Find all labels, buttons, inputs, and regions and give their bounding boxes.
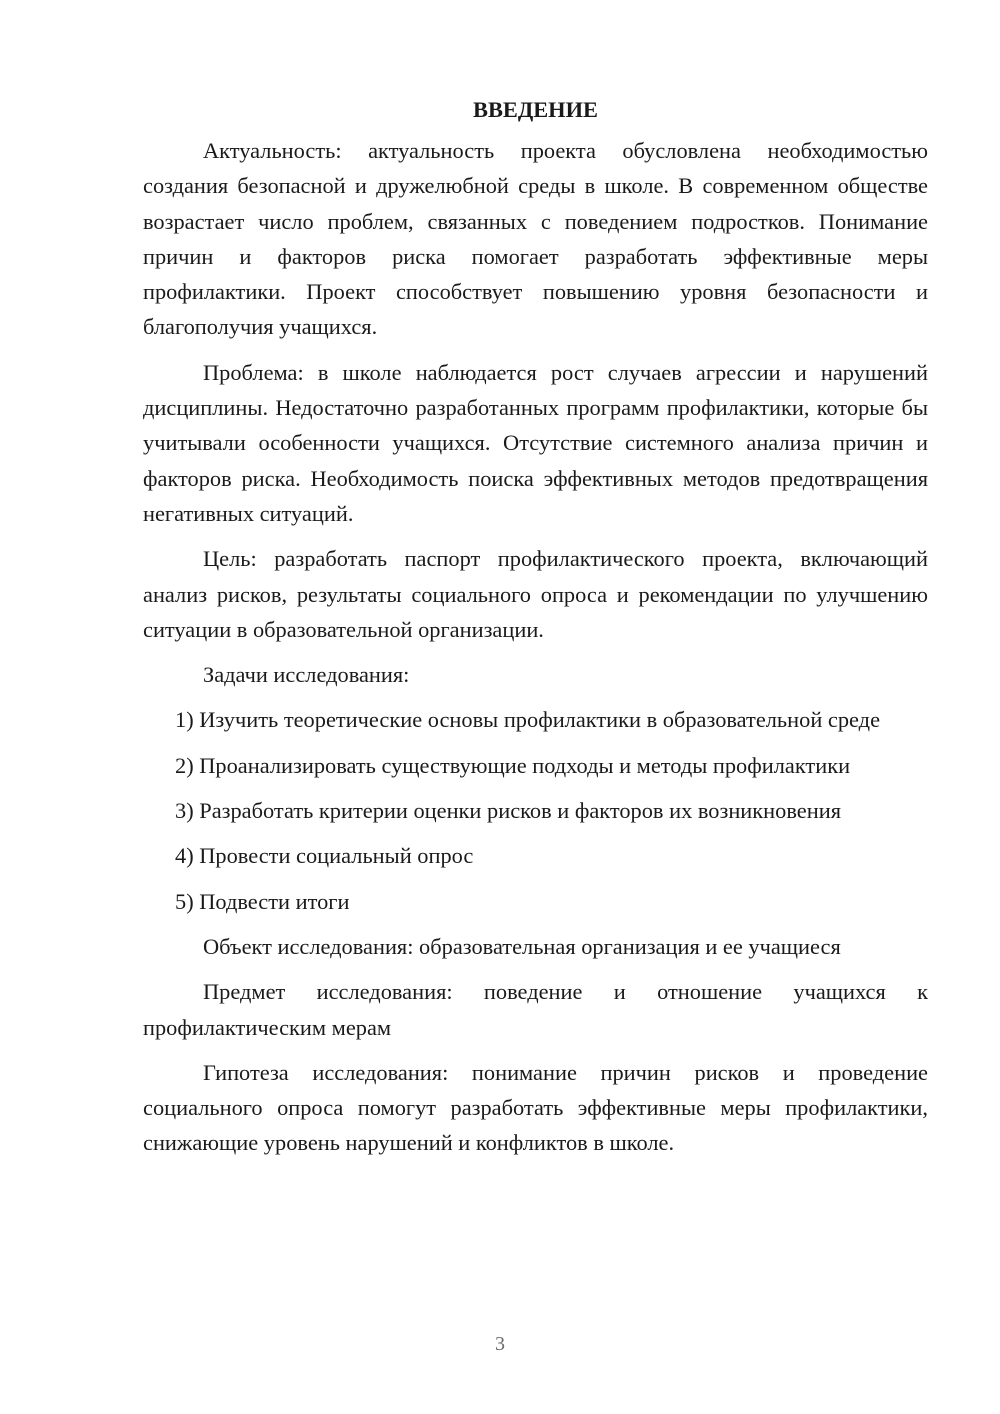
paragraph-goal: Цель: разработать паспорт профилактического проекта, включающий анализ рисков, результаты социального опроса и рекомендации по улучшению ситуации в образовательной организации. [143, 546, 928, 642]
document-body [143, 92, 928, 1161]
list-item-task-3: 3) Разработать критерии оценки рисков и факторов их возникновения [175, 798, 841, 824]
list-item-task-2: 2) Проанализировать существующие подходы и методы профилактики [175, 752, 851, 778]
page-title: ВВЕДЕНИЕ [473, 97, 598, 122]
paragraph-subject: Предмет исследования: поведение и отношение учащихся к профилактическим мерам [143, 979, 928, 1040]
paragraph-relevance: Актуальность: актуальность проекта обусловлена необходимостью создания безопасной и дружелюбной среды в школе. В современном обществе возрастает число проблем, связанных с поведением подростков. Понимание причин и факторов риска помогает разработать эффективные меры профилактики. Проект способствует повышению уровня безопасности и благополучия учащихся. [143, 138, 928, 340]
page-number: 3 [495, 1333, 505, 1355]
paragraph-tasks-heading: Задачи исследования: [203, 662, 410, 688]
list-item-task-1: 1) Изучить теоретические основы профилактики в образовательной среде [175, 707, 881, 733]
paragraph-problem: Проблема: в школе наблюдается рост случаев агрессии и нарушений дисциплины. Недостаточно разработанных программ профилактики, которые бы учитывали особенности учащихся. Отсутствие системного анализа причин и факторов риска. Необходимость поиска эффективных методов предотвращения негативных ситуаций. [143, 359, 928, 526]
list-item-task-4: 4) Провести социальный опрос [175, 843, 474, 869]
paragraph-hypothesis: Гипотеза исследования: понимание причин рисков и проведение социального опроса помогут разработать эффективные меры профилактики, снижающие уровень нарушений и конфликтов в школе. [143, 1059, 928, 1156]
paragraph-object: Объект исследования: образовательная организация и ее учащиеся [203, 933, 841, 959]
list-item-task-5: 5) Подвести итоги [175, 888, 350, 914]
